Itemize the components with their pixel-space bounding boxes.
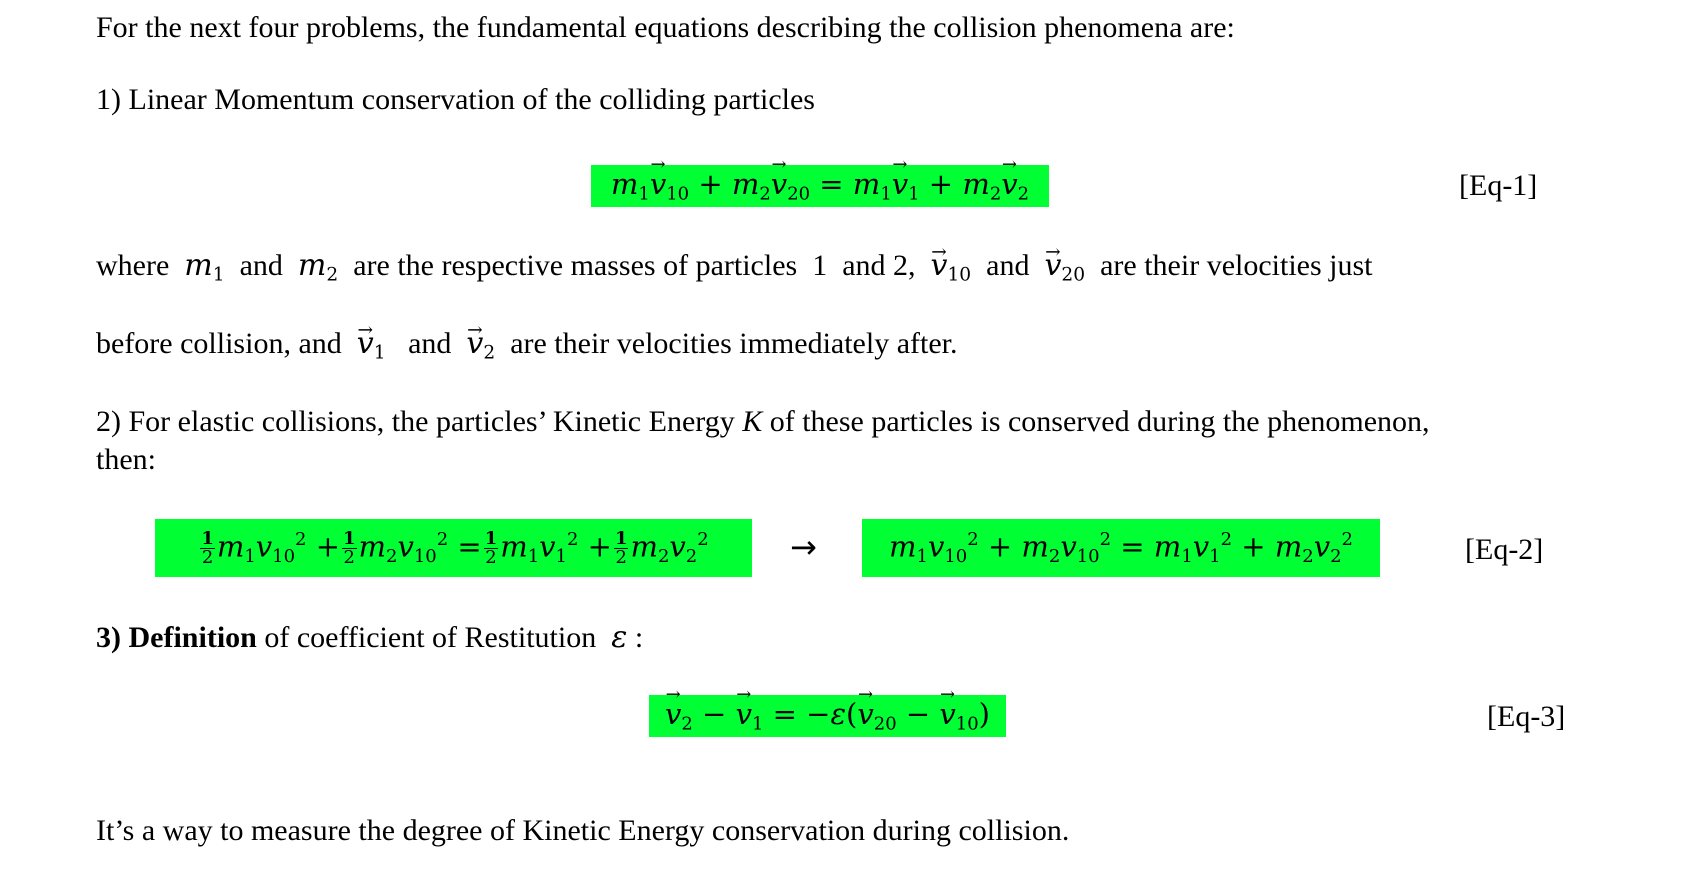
equation-2-label: [Eq-2] — [1465, 533, 1544, 566]
implies-arrow: → — [790, 528, 817, 566]
item-2-then: then: — [96, 443, 156, 476]
equation-2-left-box: $\frac{1}{2}$ $m_1v_{10}^2$ + $\frac{1}{2}$ $m_2v_{10}^2$ = $\frac{1}{2}$ $m_1v_1^2$ + $\frac{1}{2}$ $m_2v_2^2$ — [155, 519, 752, 577]
closing-text: It’s a way to measure the degree of Kinetic Energy conservation during collision. — [96, 814, 1070, 847]
where-line: where $m_1$ and $m_2$ are the respective masses of particles 1 and 2, → $v_{10}$ and → $v_{20}$ are their velocities just — [96, 248, 1373, 294]
item-2-heading: 2) For elastic collisions, the particles’ Kinetic Energy K of these particles is conserved during the phenomenon, — [96, 405, 1430, 438]
equation-3-label: [Eq-3] — [1487, 700, 1566, 733]
before-line: before collision, and → $v_1$ and → $v_2$ are their velocities immediately after. — [96, 326, 958, 372]
intro-text: For the next four problems, the fundamental equations describing the collision phenomena are: — [96, 11, 1235, 44]
equation-3-box: → $v_2$ − → $v_1 = -\varepsilon(\to v_{20}$ − → $v_{10}$) — [649, 695, 1006, 737]
equation-2-right-box: $m_1v_{10}^2 + m_2v_{10}^2 = m_1v_1^2 + m_2v_2^2$ — [862, 519, 1380, 577]
item-1-heading: 1) Linear Momentum conservation of the colliding particles — [96, 83, 815, 116]
equation-1-label: [Eq-1] — [1459, 169, 1538, 202]
equation-1-box: $m_1\to v_{10} + m_2\to v_{20} = m_1\to v_1 + m_2\to v_2$ — [591, 165, 1049, 207]
item-3-heading: 3) Definition of coefficient of Restitution ε : — [96, 620, 644, 655]
